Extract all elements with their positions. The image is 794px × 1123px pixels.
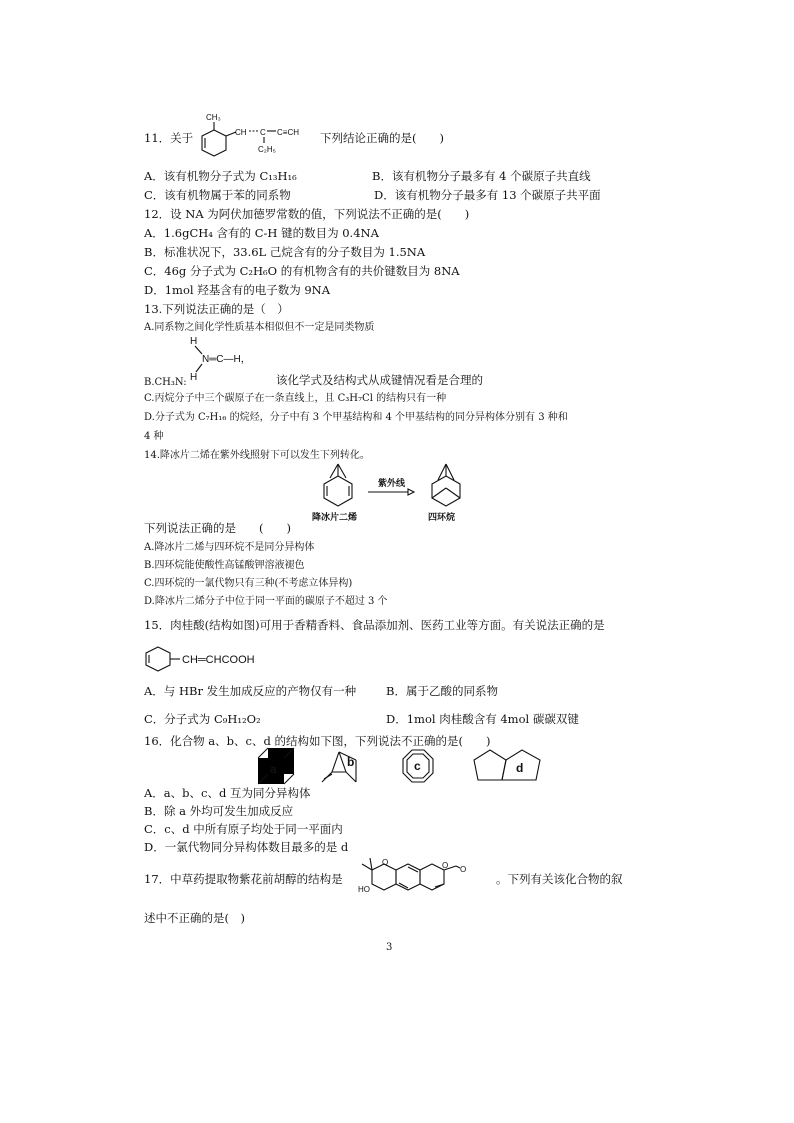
q11-c2h5: C₂H₅	[258, 145, 276, 154]
q14-reaction-scheme	[310, 462, 480, 520]
q17-stem-line2: 述中不正确的是( )	[144, 911, 245, 925]
q12-stem: 12．设 NA 为阿伏加德罗常数的值，下列说法不正确的是( )	[144, 207, 470, 221]
q17-ho: HO	[358, 885, 370, 894]
q11-option-b: B．该有机物分子最多有 4 个碳原子共直线	[372, 169, 591, 183]
uv-label: 紫外线	[378, 478, 406, 488]
q14-lead: 下列说法正确的是 ( )	[144, 521, 291, 535]
quadricyclane-name: 四环烷	[428, 512, 456, 522]
q13-option-d-line1: D.分子式为 C₇H₁₆ 的烷烃，分子中有 3 个甲基结构和 4 个甲基结构的同分异构体分别有 3 种和	[144, 412, 568, 423]
q14-option-d: D.降冰片二烯分子中位于同一平面的碳原子不超过 3 个	[144, 596, 388, 607]
q13-structure	[188, 334, 278, 384]
q17-o2: O	[442, 861, 449, 870]
compound-a-cube	[258, 748, 294, 784]
q12-option-a: A．1.6gCH₄ 含有的 C-H 键的数目为 0.4NA	[144, 226, 379, 240]
label-b: b	[347, 755, 355, 769]
q13-option-b-prefix: B.CH₃N:	[144, 377, 187, 388]
quadricyclane-ring	[432, 476, 460, 506]
q11-option-a: A．该有机物分子式为 C₁₃H₁₆	[144, 169, 297, 183]
q13-h-bottom: H	[190, 372, 198, 383]
norbornadiene-name: 降冰片二烯	[312, 512, 358, 522]
q17-o3: O	[460, 865, 467, 874]
q11-option-d: D．该有机物分子最多有 13 个碳原子共平面	[374, 188, 601, 202]
q15-option-d: D．1mol 肉桂酸含有 4mol 碳碳双键	[386, 712, 579, 726]
q16-option-a: A．a、b、c、d 互为同分异构体	[144, 786, 311, 800]
q13-n-chain: N═C—H，	[202, 354, 251, 365]
q15-structure	[144, 645, 284, 673]
q13-option-b-suffix: 该化学式及结构式从成键情况看是合理的	[276, 373, 483, 387]
q11-stem-suffix: 下列结论正确的是( )	[320, 131, 444, 145]
q15-chain: CH═CHCOOH	[182, 654, 255, 666]
q15-option-b: B．属于乙酸的同系物	[386, 684, 498, 698]
q13-option-d-line2: 4 种	[144, 431, 164, 442]
label-d: d	[516, 761, 524, 775]
q15-option-a: A．与 HBr 发生加成反应的产物仅有一种	[144, 684, 357, 698]
q16-option-c: C．c、d 中所有原子均处于同一平面内	[144, 822, 343, 836]
q14-stem: 14.降冰片二烯在紫外线照射下可以发生下列转化。	[144, 450, 370, 461]
q11-c-ch: C≡CH	[277, 128, 299, 137]
q14-option-a: A.降冰片二烯与四环烷不是同分异构体	[144, 542, 315, 553]
q17-o1: O	[382, 858, 389, 867]
q15-stem: 15．肉桂酸(结构如图)可用于香精香料、食品添加剂、医药工业等方面。有关说法正确的是	[144, 618, 605, 632]
q16-stem: 16．化合物 a、b、c、d 的结构如下图，下列说法不正确的是( )	[144, 734, 491, 748]
q17-stem-prefix: 17．中草药提取物紫花前胡醇的结构是	[144, 872, 343, 886]
q17-structure	[356, 856, 492, 902]
compound-c-cyclooctatetraene	[403, 750, 433, 782]
q15-option-c: C．分子式为 C₉H₁₂O₂	[144, 712, 261, 726]
q16-structures	[250, 746, 560, 790]
norbornadiene-ring	[324, 476, 352, 506]
q11-ch: CH	[235, 128, 247, 137]
q12-option-d: D．1mol 羟基含有的电子数为 9NA	[144, 283, 331, 297]
q13-option-a: A.同系物之间化学性质基本相似但不一定是同类物质	[144, 322, 375, 333]
q11-stem-prefix: 11．关于	[144, 131, 194, 145]
q11-structure	[190, 112, 325, 160]
q16-option-b: B．除 a 外均可发生加成反应	[144, 804, 294, 818]
q13-h-top: H	[190, 336, 198, 347]
label-a: a	[270, 762, 277, 776]
compound-b-bicyclic	[322, 752, 356, 782]
page-number: 3	[386, 942, 393, 953]
q14-option-c: C.四环烷的一氯代物只有三种(不考虑立体异构)	[144, 578, 353, 589]
q11-ch3: CH₃	[206, 113, 221, 122]
compound-d-bicyclic-diene	[474, 750, 540, 780]
q11-option-c: C．该有机物属于苯的同系物	[144, 188, 291, 202]
label-c: c	[414, 759, 421, 773]
q12-option-c: C．46g 分子式为 C₂H₆O 的有机物含有的共价键数目为 8NA	[144, 264, 460, 278]
q11-c: C	[260, 128, 266, 137]
q12-option-b: B．标准状况下，33.6L 己烷含有的分子数目为 1.5NA	[144, 245, 426, 259]
q16-option-d: D．一氯代物同分异构体数目最多的是 d	[144, 840, 349, 854]
q14-option-b: B.四环烷能使酸性高锰酸钾溶液褪色	[144, 560, 305, 571]
q13-option-c: C.丙烷分子中三个碳原子在一条直线上，且 C₃H₇Cl 的结构只有一种	[144, 393, 447, 404]
q13-stem: 13.下列说法正确的是（ ）	[144, 302, 289, 316]
q17-stem-suffix: 。下列有关该化合物的叙	[496, 872, 623, 886]
